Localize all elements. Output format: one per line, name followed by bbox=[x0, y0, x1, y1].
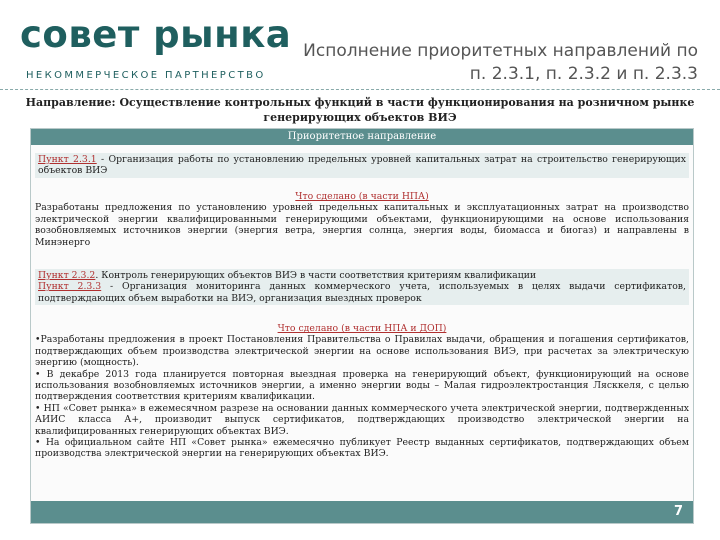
done2-bullet: • В декабре 2013 года планируется повторная выездная проверка на генерирующий объект, функционирующий на основе использования возобновляемых источников энергии, а именно энергии воды – Малая гидроэлектростанция Лясккеля, с целью подтверждения соответствия критериям квалификации. bbox=[35, 368, 689, 403]
item-2-3-1 bbox=[35, 153, 689, 178]
item1-text: - Организация работы по установлению предельных уровней капитальных затрат на строительство генерирующих объектов ВИЭ bbox=[38, 154, 686, 177]
direction-line1: Направление: Осуществление контрольных функций в части функционирования на розничном рынке bbox=[25, 96, 695, 109]
content-panel bbox=[30, 128, 694, 524]
done1-text: Разработаны предложения по установлению уровней предельных капитальных и эксплуатационных затрат на производство электрической энергии квалифицированными генерирующими объектами, функционирующими на основе использования возобновляемых источников энергии (энергия ветра, энергия солнца, энергия воды, биомасса и биогаз) и направлены в Минэнерго bbox=[35, 202, 689, 248]
direction-line2: генерирующих объектов ВИЭ bbox=[263, 111, 457, 124]
done-npa-dop-section bbox=[35, 323, 689, 460]
item2-ref-link[interactable]: Пункт 2.3.2 bbox=[38, 270, 96, 281]
logo-subtitle: НЕКОММЕРЧЕСКОЕ ПАРТНЕРСТВО bbox=[26, 70, 266, 81]
footer-bar bbox=[31, 501, 693, 523]
done1-heading-link[interactable]: Что сделано (в части НПА) bbox=[295, 191, 429, 202]
slide-title-line1: Исполнение приоритетных направлений по bbox=[303, 41, 698, 61]
logo-title: совет рынка bbox=[20, 13, 292, 56]
item2-text: . Контроль генерирующих объектов ВИЭ в части соответствия критериям квалификации bbox=[95, 270, 537, 281]
done2-bullet: •Разработаны предложения в проект Постановления Правительства о Правилах выдачи, обращения и погашения сертификатов, подтверждающих объем производства электрической энергии на основе использования ВИЭ, при расчетах за электрическую энергию (мощность). bbox=[35, 334, 689, 369]
done-npa-section bbox=[35, 191, 689, 248]
item3-text: - Организация мониторинга данных коммерческого учета, используемых в целях выдачи сертификатов, подтверждающих объем выработки на ВИЭ, организация выездных проверок bbox=[38, 281, 686, 304]
done2-bullet: • На официальном сайте НП «Совет рынка» ежемесячно публикует Реестр выданных сертификатов, подтверждающих объем производства электрической энергии на генерирующих объектах ВИЭ. bbox=[35, 437, 689, 460]
direction-heading bbox=[14, 95, 706, 125]
header-divider bbox=[0, 89, 720, 90]
slide-title-line2: п. 2.3.1, п. 2.3.2 и п. 2.3.3 bbox=[469, 64, 698, 84]
page-number: 7 bbox=[673, 504, 683, 519]
item3-ref-link[interactable]: Пункт 2.3.3 bbox=[38, 281, 102, 293]
item1-ref-link[interactable]: Пункт 2.3.1 bbox=[38, 154, 97, 165]
priority-bar: Приоритетное направление bbox=[31, 129, 693, 145]
items-2-3-2-3 bbox=[35, 269, 689, 305]
done2-bullet: • НП «Совет рынка» в ежемесячном разрезе на основании данных коммерческого учета электрической энергии, подтвержденных АИИС класса А+, производит выпуск сертификатов, подтверждающих производство электрической энергии на квалифицированных генерирующих объектах ВИЭ. bbox=[35, 402, 689, 437]
slide-title bbox=[298, 40, 698, 86]
done2-heading-link[interactable]: Что сделано (в части НПА и ДОП) bbox=[277, 323, 447, 334]
